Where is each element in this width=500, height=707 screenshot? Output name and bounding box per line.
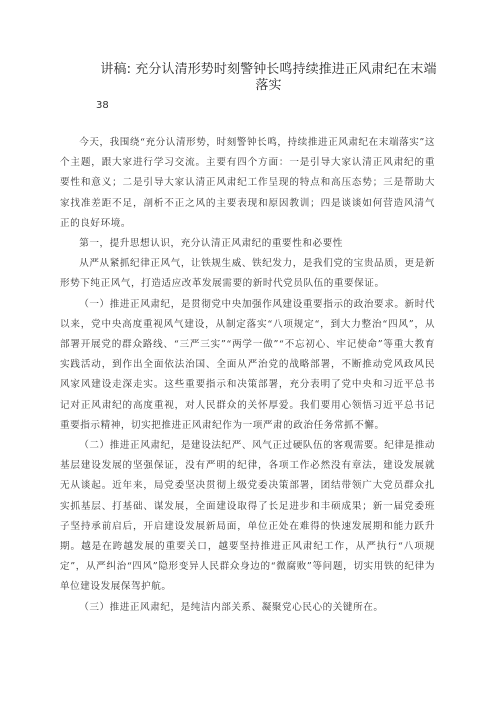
paragraph-section-lead: 从严从紧抓纪律正风气，让铁规生威、铁纪发力，是我们党的宝贵品质，更是新形势下纯正风气，打造适应改革发展需要的新时代党员队伍的重要保证。: [60, 258, 435, 290]
document-title: 讲稿: 充分认清形势时刻警钟长鸣持续推进正风肃纪在末端落实: [100, 62, 437, 93]
document-number: 38: [96, 100, 109, 111]
paragraph-point-three: （三）推进正风肃纪，是纯洁内部关系、凝聚党心民心的关键所在。: [79, 601, 384, 613]
paragraph-intro: 今天，我围绕“充分认清形势，时刻警钟长鸣，持续推进正风肃纪在末端落实”这个主题，跟大家进行学习交流。主要有四个方面：一是引导大家认清正风肃纪的重要性和意义；二是引导大家认清正风肃纪工作呈现的特点和高压态势；三是帮助大家找准差距不足，剖析不正之风的主要表现和原因教训；四是谈谈如何营造风清气正的良好环境。: [60, 137, 435, 229]
document-body: [60, 133, 435, 618]
paragraph-point-one: （一）推进正风肃纪，是贯彻党中央加强作风建设重要指示的政治要求。新时代以来，党中央高度重视风气建设，从制定落实“八项规定“，到大力整治“四风”，从部署开展党的群众路线、“三严三实”“两学一做”“不忘初心、牢记使命”等重大教育实践活动，到作出全面依法治国、全面从严治党的战略部署，不断推动党风政风民风家风建设走深走实。这些重要指示和决策部署，充分表明了党中央和习近平总书记对正风肃纪的高度重视，对人民群众的关怀厚爱。我们要用心领悟习近平总书记重要指示精神，切实把推进正风肃纪作为一项严肃的政治任务常抓不懈。: [60, 298, 435, 431]
paragraph-section-heading: 第一，提升思想认识，充分认清正风肃纪的重要性和必要性: [79, 238, 343, 250]
paragraph-point-two: （二）推进正风肃纪，是建设法纪严、风气正过硬队伍的客观需要。纪律是推动基层建设发展的坚强保证，没有严明的纪律，各项工作必然没有章法，建设发展就无从谈起。近年来，局党委坚决贯彻上级党委决策部署，团结带领广大党员群众扎实抓基层、打基础、谋发展，全面建设取得了长足进步和丰硕成果；新一届党委班子坚持承前启后，开启建设发展新局面，单位正处在难得的快速发展期和能力跃升期。越是在跨越发展的重要关口，越要坚持推进正风肃纪工作，从严执行“八项规定”，从严纠治“四风”隐形变异人民群众身边的“微腐败”等问题，切实用铁的纪律为单位建设发展保驾护航。: [60, 440, 435, 593]
